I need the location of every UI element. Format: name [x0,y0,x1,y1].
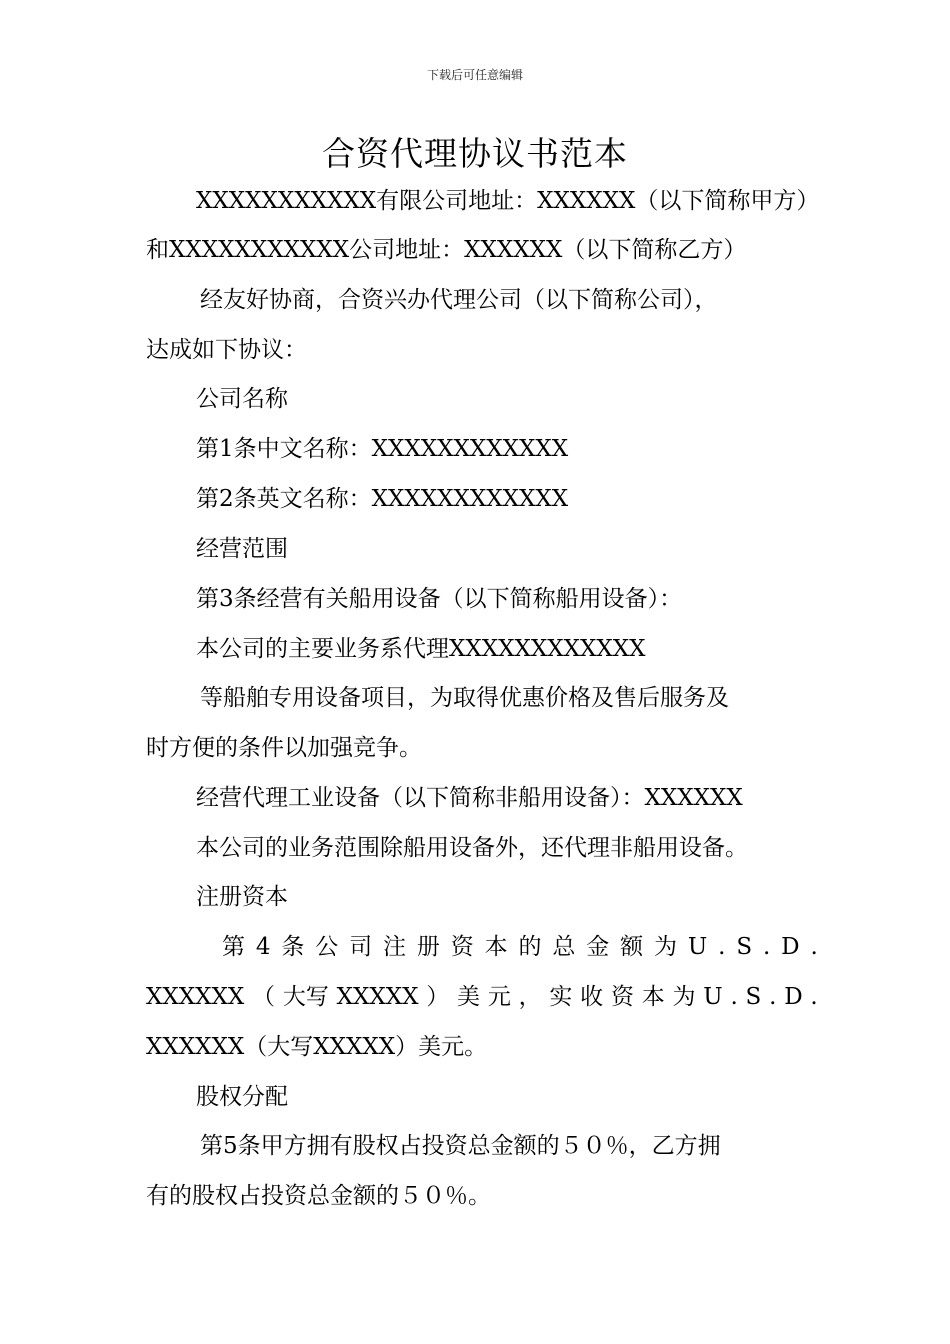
text-segment: . [810,984,818,1010]
text-segment: 资 [610,984,634,1010]
article-4-line-3: XXXXXX（大写XXXXX）美元。 [146,1034,488,1060]
text-segment: 4 [255,934,271,960]
industrial-equipment-line: 经营代理工业设备（以下简称非船用设备）：XXXXXX [196,785,743,811]
section-heading-business-scope: 经营范围 [196,536,288,562]
text-segment: 实 [549,984,573,1010]
party-a-line: XXXXXXXXXXX有限公司地址：XXXXXX（以下简称甲方） [196,188,820,214]
text-segment: XXXXX [336,984,419,1010]
text-segment: S [745,984,762,1010]
text-segment: 公 [315,934,339,960]
text-segment: 注 [383,934,407,960]
text-segment: ） [426,984,450,1010]
text-segment: . [762,934,771,960]
text-segment: . [769,984,777,1010]
text-segment: 额 [620,934,644,960]
text-segment: 本 [484,934,508,960]
business-detail-line-1: 等船舶专用设备项目，为取得优惠价格及售后服务及 [200,685,729,711]
article-2: 第2条英文名称：XXXXXXXXXXXX [196,486,569,512]
text-segment: D [784,984,803,1010]
text-segment: 的 [518,934,542,960]
text-segment: 条 [281,934,305,960]
article-4-line-2 [146,982,818,1012]
text-segment: . [810,934,818,960]
text-segment: . [718,934,726,960]
text-segment: （ [252,984,276,1010]
text-segment: 美 [457,984,481,1010]
section-heading-equity: 股权分配 [196,1084,288,1110]
text-segment: 司 [349,934,373,960]
text-segment: 元 [487,984,511,1010]
text-segment: 金 [586,934,610,960]
business-range-line: 本公司的业务范围除船用设备外，还代理非船用设备。 [196,835,748,861]
text-segment: 第 [222,934,245,960]
text-segment: U [687,934,708,960]
article-5-line-1: 第5条甲方拥有股权占投资总金额的５０％，乙方拥 [200,1133,721,1159]
text-segment: 收 [580,984,604,1010]
text-segment: 资 [450,934,474,960]
text-segment: 为 [672,984,696,1010]
article-5-line-2: 有的股权占投资总金额的５０％。 [146,1183,491,1209]
text-segment: D [781,934,800,960]
article-1: 第1条中文名称：XXXXXXXXXXXX [196,436,569,462]
text-segment: 大写 [282,984,329,1010]
text-segment: 为 [654,934,678,960]
intro-line-1: 经友好协商，合资兴办代理公司（以下简称公司）， [200,287,718,313]
header-note: 下载后可任意编辑 [426,68,523,82]
section-heading-registered-capital: 注册资本 [196,884,288,910]
text-segment: S [736,934,753,960]
text-segment: XXXXXX [146,984,245,1010]
text-segment: . [730,984,738,1010]
business-detail-line-2: 时方便的条件以加强竞争。 [146,735,422,761]
text-segment: 本 [641,984,665,1010]
intro-line-2: 达成如下协议： [146,337,307,363]
text-segment: 册 [416,934,440,960]
document-title: 合资代理协议书范本 [322,134,628,173]
section-heading-company-name: 公司名称 [196,386,288,412]
business-main-line: 本公司的主要业务系代理XXXXXXXXXXXX [196,636,646,662]
article-3: 第3条经营有关船用设备（以下简称船用设备）： [196,586,683,612]
text-segment: ， [518,984,542,1010]
party-b-line: 和XXXXXXXXXXX公司地址：XXXXXX（以下简称乙方） [146,237,747,263]
text-segment: U [703,984,723,1010]
article-4-line-1 [222,932,818,962]
text-segment: 总 [552,934,576,960]
